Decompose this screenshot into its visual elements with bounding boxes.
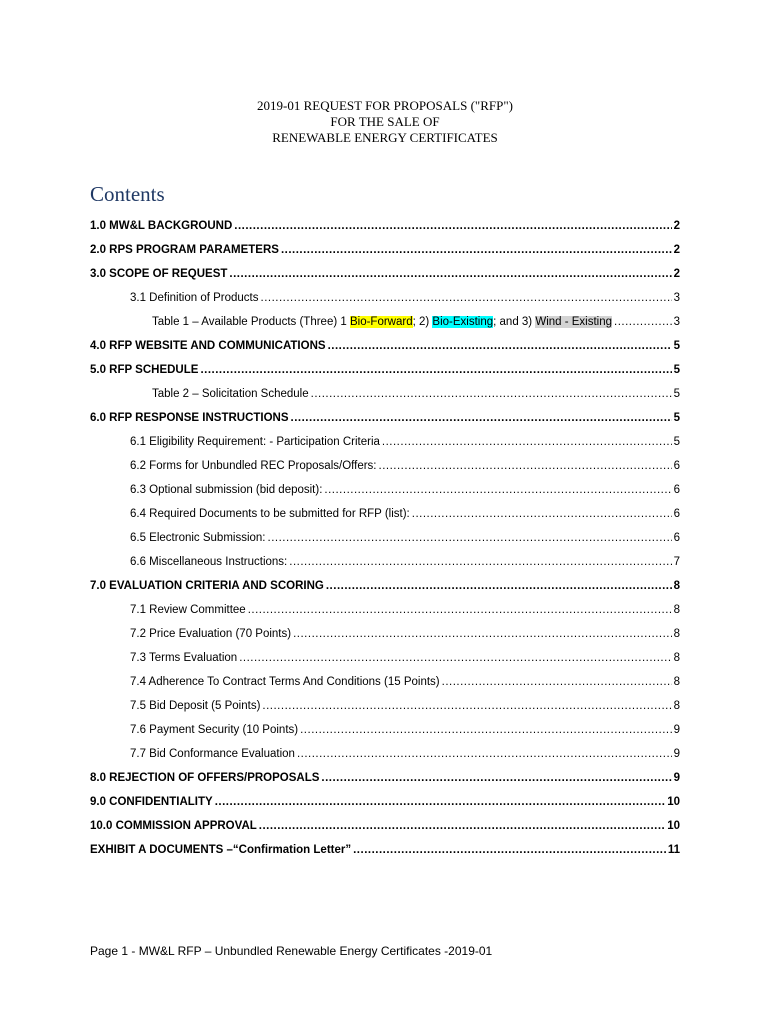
title-line-2: FOR THE SALE OF xyxy=(330,114,440,129)
toc-entry-label: EXHIBIT A DOCUMENTS –“Confirmation Letter” xyxy=(90,844,352,856)
title-line-1: 2019-01 REQUEST FOR PROPOSALS ("RFP") xyxy=(257,98,513,113)
highlight-bio-existing: Bio-Existing xyxy=(432,316,494,328)
toc-leader-dots xyxy=(382,436,672,448)
toc-entry-rejection[interactable] xyxy=(90,760,680,784)
toc-entry-label: 1.0 MW&L BACKGROUND xyxy=(90,220,233,232)
toc-page-number: 8 xyxy=(673,604,680,616)
toc-page-number: 5 xyxy=(673,364,680,376)
toc-text: Table 1 – Available Products (Three) 1 xyxy=(152,316,350,328)
toc-entry-label: 6.2 Forms for Unbundled REC Proposals/Offers: xyxy=(130,460,377,472)
toc-page-number: 2 xyxy=(673,268,680,280)
toc-entry-label: 7.6 Payment Security (10 Points) xyxy=(130,724,299,736)
toc-page-number: 5 xyxy=(673,412,680,424)
toc-leader-dots xyxy=(239,652,671,664)
page-footer: Page 1 - MW&L RFP – Unbundled Renewable Energy Certificates -2019-01 xyxy=(90,944,493,958)
toc-entry-label: 7.0 EVALUATION CRITERIA AND SCORING xyxy=(90,580,324,592)
toc-entry-7-1[interactable] xyxy=(90,592,680,616)
toc-page-number: 11 xyxy=(667,844,680,856)
toc-entry-table-1[interactable] xyxy=(90,304,680,328)
toc-page-number: 5 xyxy=(673,388,680,400)
toc-entry-label: 7.4 Adherence To Contract Terms And Conditions (15 Points) xyxy=(130,676,440,688)
toc-page-number: 7 xyxy=(673,556,680,568)
toc-leader-dots xyxy=(324,484,671,496)
toc-entry-exhibit-a[interactable] xyxy=(90,832,680,856)
toc-page-number: 2 xyxy=(673,244,680,256)
toc-entry-7-4[interactable] xyxy=(90,664,680,688)
toc-entry-label: 3.0 SCOPE OF REQUEST xyxy=(90,268,228,280)
toc-entry-commission-approval[interactable] xyxy=(90,808,680,832)
toc-entry-scope[interactable] xyxy=(90,256,680,280)
toc-leader-dots xyxy=(268,532,672,544)
toc-entry-6-4[interactable] xyxy=(90,496,680,520)
toc-entry-label: Table 2 – Solicitation Schedule xyxy=(152,388,309,400)
toc-entry-rps-parameters[interactable] xyxy=(90,232,680,256)
toc-page-number: 10 xyxy=(667,796,680,808)
toc-entry-label: 7.7 Bid Conformance Evaluation xyxy=(130,748,295,760)
toc-page-number: 2 xyxy=(673,220,680,232)
toc-entry-7-3[interactable] xyxy=(90,640,680,664)
toc-entry-background[interactable] xyxy=(90,208,680,232)
toc-entry-table-2[interactable] xyxy=(90,376,680,400)
toc-leader-dots xyxy=(442,676,672,688)
toc-entry-7-6[interactable] xyxy=(90,712,680,736)
toc-leader-dots xyxy=(291,412,672,424)
toc-leader-dots xyxy=(281,244,672,256)
toc-leader-dots xyxy=(259,820,665,832)
toc-leader-dots xyxy=(412,508,672,520)
toc-page-number: 8 xyxy=(673,652,680,664)
toc-entry-label xyxy=(152,316,612,328)
toc-entry-label: 3.1 Definition of Products xyxy=(130,292,259,304)
toc-page-number: 5 xyxy=(673,436,680,448)
toc-page-number: 9 xyxy=(673,748,680,760)
toc-entry-6-2[interactable] xyxy=(90,448,680,472)
highlight-bio-forward: Bio-Forward xyxy=(349,316,413,328)
toc-page-number: 8 xyxy=(673,580,680,592)
toc-entry-label: 6.3 Optional submission (bid deposit): xyxy=(130,484,323,496)
toc-leader-dots xyxy=(248,604,672,616)
toc-page-number: 6 xyxy=(673,532,680,544)
toc-entry-7-2[interactable] xyxy=(90,616,680,640)
toc-entry-label: 6.6 Miscellaneous Instructions: xyxy=(130,556,288,568)
toc-entry-6-1[interactable] xyxy=(90,424,680,448)
contents-heading: Contents xyxy=(90,182,165,206)
toc-leader-dots xyxy=(293,628,672,640)
toc-leader-dots xyxy=(215,796,666,808)
toc-leader-dots xyxy=(353,844,666,856)
toc-entry-label: 7.2 Price Evaluation (70 Points) xyxy=(130,628,292,640)
toc-leader-dots xyxy=(229,268,671,280)
toc-page-number: 3 xyxy=(673,292,680,304)
toc-page-number: 8 xyxy=(673,700,680,712)
title-line-3: RENEWABLE ENERGY CERTIFICATES xyxy=(272,130,498,145)
toc-leader-dots xyxy=(261,292,672,304)
toc-entry-label: 7.1 Review Committee xyxy=(130,604,246,616)
toc-page-number: 6 xyxy=(673,484,680,496)
toc-entry-7-5[interactable] xyxy=(90,688,680,712)
toc-entry-confidentiality[interactable] xyxy=(90,784,680,808)
toc-entry-6-3[interactable] xyxy=(90,472,680,496)
toc-entry-label: 5.0 RFP SCHEDULE xyxy=(90,364,199,376)
toc-entry-label: 7.5 Bid Deposit (5 Points) xyxy=(130,700,261,712)
toc-entry-label: 9.0 CONFIDENTIALITY xyxy=(90,796,213,808)
toc-leader-dots xyxy=(311,388,672,400)
toc-page-number: 10 xyxy=(667,820,680,832)
toc-entry-evaluation-criteria[interactable] xyxy=(90,568,680,592)
toc-leader-dots xyxy=(328,340,672,352)
toc-entry-label: 6.4 Required Documents to be submitted for RFP (list): xyxy=(130,508,410,520)
toc-page-number: 6 xyxy=(673,508,680,520)
toc-entry-label: 6.0 RFP RESPONSE INSTRUCTIONS xyxy=(90,412,289,424)
toc-page-number: 9 xyxy=(673,772,680,784)
toc-leader-dots xyxy=(289,556,671,568)
toc-entry-6-5[interactable] xyxy=(90,520,680,544)
toc-entry-label: 6.5 Electronic Submission: xyxy=(130,532,266,544)
toc-leader-dots xyxy=(297,748,672,760)
toc-page-number: 5 xyxy=(673,340,680,352)
toc-entry-7-7[interactable] xyxy=(90,736,680,760)
toc-entry-label: 10.0 COMMISSION APPROVAL xyxy=(90,820,257,832)
toc-leader-dots xyxy=(614,316,672,328)
toc-page-number: 3 xyxy=(673,316,680,328)
toc-leader-dots xyxy=(379,460,672,472)
toc-entry-label: 7.3 Terms Evaluation xyxy=(130,652,238,664)
highlight-wind-existing: Wind - Existing xyxy=(535,316,613,328)
toc-entry-label: 8.0 REJECTION OF OFFERS/PROPOSALS xyxy=(90,772,320,784)
toc-text: ; and 3) xyxy=(493,316,536,328)
toc-entry-6-6[interactable] xyxy=(90,544,680,568)
toc-leader-dots xyxy=(234,220,671,232)
toc-page-number: 6 xyxy=(673,460,680,472)
table-of-contents xyxy=(90,208,680,856)
toc-entry-response-instructions[interactable] xyxy=(90,400,680,424)
toc-page-number: 8 xyxy=(673,676,680,688)
toc-entry-rfp-schedule[interactable] xyxy=(90,352,680,376)
toc-text: ; 2) xyxy=(412,316,433,328)
toc-leader-dots xyxy=(200,364,671,376)
toc-entry-label: 2.0 RPS PROGRAM PARAMETERS xyxy=(90,244,279,256)
toc-entry-website-communications[interactable] xyxy=(90,328,680,352)
toc-leader-dots xyxy=(300,724,671,736)
toc-leader-dots xyxy=(326,580,672,592)
toc-page-number: 8 xyxy=(673,628,680,640)
toc-entry-label: 6.1 Eligibility Requirement: - Participation Criteria xyxy=(130,436,380,448)
toc-page-number: 9 xyxy=(673,724,680,736)
toc-entry-definition-of-products[interactable] xyxy=(90,280,680,304)
toc-leader-dots xyxy=(321,772,671,784)
document-title xyxy=(0,98,770,146)
toc-entry-label: 4.0 RFP WEBSITE AND COMMUNICATIONS xyxy=(90,340,326,352)
toc-leader-dots xyxy=(262,700,671,712)
